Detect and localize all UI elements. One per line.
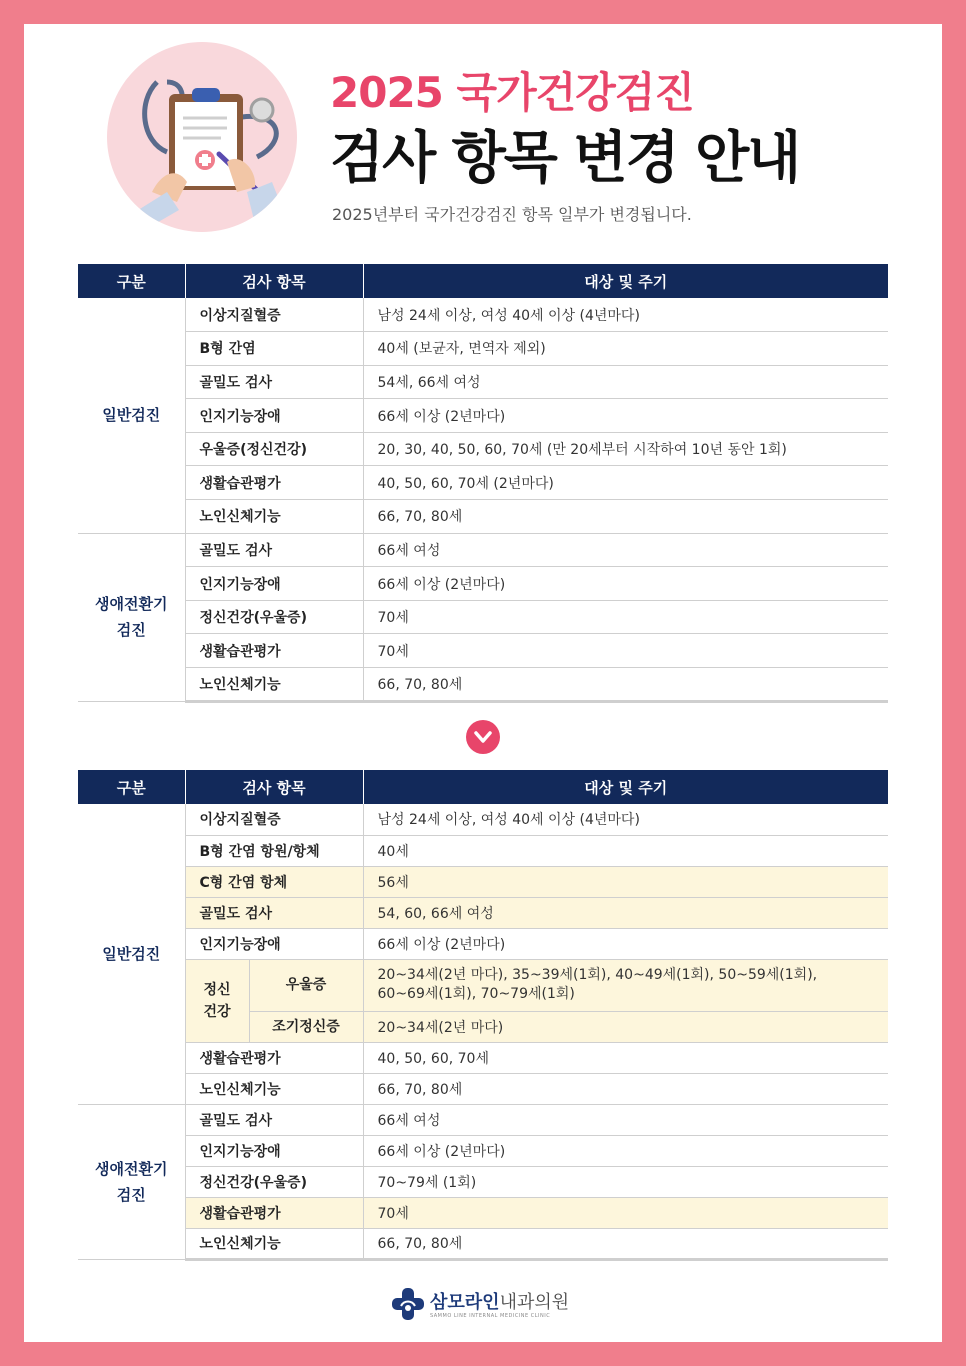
exam-target: 54, 60, 66세 여성 — [363, 897, 888, 928]
exam-item: 인지기능장애 — [185, 928, 363, 959]
exam-item: B형 간염 항원/항체 — [185, 835, 363, 866]
clinic-logo — [390, 1284, 590, 1324]
exam-item: 인지기능장애 — [185, 399, 363, 433]
category-label-line1: 생애전환기 — [95, 595, 168, 614]
exam-item: C형 간염 항체 — [185, 866, 363, 897]
table-row — [78, 365, 888, 399]
table-row — [78, 668, 888, 702]
target-line2: 60~69세(1회), 70~79세(1회) — [377, 986, 575, 1002]
table-row — [78, 466, 888, 500]
exam-item: 노인신체기능 — [185, 1073, 363, 1104]
table-row — [78, 1073, 888, 1104]
exam-target: 66세 이상 (2년마다) — [363, 567, 888, 601]
exam-target: 20~34세(2년 마다) — [363, 1011, 888, 1042]
table-row — [78, 1104, 888, 1135]
exam-target: 56세 — [363, 866, 888, 897]
exam-target: 66, 70, 80세 — [363, 1228, 888, 1259]
exam-item: 노인신체기능 — [185, 500, 363, 534]
exam-item: 노인신체기능 — [185, 668, 363, 702]
exam-item: 이상지질혈증 — [185, 298, 363, 332]
table-row — [78, 600, 888, 634]
table-row — [78, 634, 888, 668]
table-after — [78, 770, 888, 1261]
category-general: 일반검진 — [78, 804, 185, 1104]
exam-target — [363, 959, 888, 1011]
exam-item: 노인신체기능 — [185, 1228, 363, 1259]
exam-item: 이상지질혈증 — [185, 804, 363, 835]
category-lifecycle — [78, 1104, 185, 1259]
col-header-category: 구분 — [78, 264, 185, 298]
exam-target: 40, 50, 60, 70세 — [363, 1042, 888, 1073]
category-general: 일반검진 — [78, 298, 185, 533]
table-before — [78, 264, 888, 703]
table-row — [78, 332, 888, 366]
target-line1: 20~34세(2년 마다), 35~39세(1회), 40~49세(1회), 50~59세(1회), — [377, 967, 818, 983]
table-row — [78, 533, 888, 567]
exam-item: B형 간염 — [185, 332, 363, 366]
mental-label-line2: 건강 — [203, 1003, 231, 1020]
exam-target: 54세, 66세 여성 — [363, 365, 888, 399]
col-header-target: 대상 및 주기 — [363, 264, 888, 298]
table-row — [78, 959, 888, 1011]
exam-target: 남성 24세 이상, 여성 40세 이상 (4년마다) — [363, 804, 888, 835]
exam-item: 골밀도 검사 — [185, 365, 363, 399]
exam-target: 66, 70, 80세 — [363, 500, 888, 534]
exam-item: 생활습관평가 — [185, 1042, 363, 1073]
exam-item: 생활습관평가 — [185, 466, 363, 500]
exam-item: 골밀도 검사 — [185, 897, 363, 928]
exam-target: 40세 — [363, 835, 888, 866]
exam-target: 66세 이상 (2년마다) — [363, 1135, 888, 1166]
col-header-target: 대상 및 주기 — [363, 770, 888, 804]
exam-target: 70세 — [363, 600, 888, 634]
table-row — [78, 804, 888, 835]
clinic-name-en: SAMMO LINE INTERNAL MEDICINE CLINIC — [430, 1313, 551, 1319]
exam-target: 66세 여성 — [363, 533, 888, 567]
table-row — [78, 500, 888, 534]
table-row — [78, 928, 888, 959]
exam-target: 70세 — [363, 1197, 888, 1228]
exam-item: 골밀도 검사 — [185, 533, 363, 567]
mental-label-line1: 정신 — [203, 981, 231, 998]
exam-item: 우울증 — [249, 959, 363, 1011]
clinic-name — [430, 1288, 569, 1314]
category-label-line2: 검진 — [116, 1185, 146, 1204]
table-row — [78, 897, 888, 928]
page-title: 검사 항목 변경 안내 — [330, 126, 800, 191]
clinic-name-bold: 삼모라인 — [430, 1292, 500, 1313]
exam-target: 66, 70, 80세 — [363, 668, 888, 702]
exam-item: 골밀도 검사 — [185, 1104, 363, 1135]
clinic-name-rest: 내과의원 — [499, 1292, 570, 1313]
chevron-down-icon — [466, 720, 500, 754]
table-row — [78, 835, 888, 866]
exam-target: 20, 30, 40, 50, 60, 70세 (만 20세부터 시작하여 10년 동안 1회) — [363, 432, 888, 466]
table-row — [78, 1197, 888, 1228]
col-header-category: 구분 — [78, 770, 185, 804]
table-row — [78, 298, 888, 332]
table-row — [78, 432, 888, 466]
table-row — [78, 399, 888, 433]
exam-target: 70~79세 (1회) — [363, 1166, 888, 1197]
table-row — [78, 1135, 888, 1166]
exam-item: 정신건강(우울증) — [185, 600, 363, 634]
exam-target: 66, 70, 80세 — [363, 1073, 888, 1104]
exam-item: 우울증(정신건강) — [185, 432, 363, 466]
exam-item: 생활습관평가 — [185, 1197, 363, 1228]
table-row — [78, 866, 888, 897]
exam-target: 66세 이상 (2년마다) — [363, 399, 888, 433]
exam-target: 70세 — [363, 634, 888, 668]
exam-item: 생활습관평가 — [185, 634, 363, 668]
table-row — [78, 1228, 888, 1259]
page-subtitle: 2025년부터 국가건강검진 항목 일부가 변경됩니다. — [332, 205, 692, 224]
exam-target: 66세 이상 (2년마다) — [363, 928, 888, 959]
exam-target: 66세 여성 — [363, 1104, 888, 1135]
exam-item: 조기정신증 — [249, 1011, 363, 1042]
category-label-line2: 검진 — [116, 621, 146, 640]
category-label-line1: 생애전환기 — [95, 1159, 168, 1178]
clinic-logo-icon — [390, 1286, 426, 1322]
col-header-item: 검사 항목 — [185, 770, 363, 804]
exam-item: 인지기능장애 — [185, 1135, 363, 1166]
table-row — [78, 1166, 888, 1197]
title-year: 2025 국가건강검진 — [330, 68, 694, 117]
exam-target: 40세 (보균자, 면역자 제외) — [363, 332, 888, 366]
exam-item: 인지기능장애 — [185, 567, 363, 601]
mental-health-group — [185, 959, 249, 1042]
clipboard-stethoscope-illustration — [107, 42, 297, 232]
col-header-item: 검사 항목 — [185, 264, 363, 298]
table-row — [78, 567, 888, 601]
category-lifecycle — [78, 533, 185, 701]
exam-target: 남성 24세 이상, 여성 40세 이상 (4년마다) — [363, 298, 888, 332]
exam-target: 40, 50, 60, 70세 (2년마다) — [363, 466, 888, 500]
table-row — [78, 1042, 888, 1073]
exam-item: 정신건강(우울증) — [185, 1166, 363, 1197]
